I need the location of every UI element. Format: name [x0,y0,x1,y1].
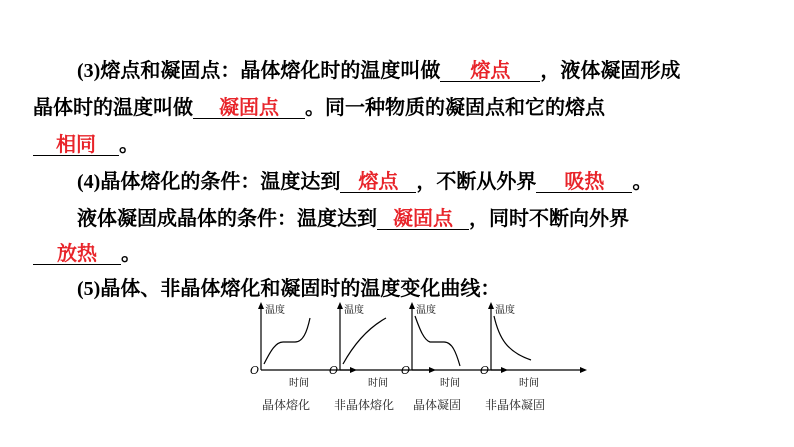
answer-freezing-point: 凝固点 [219,95,279,119]
blank-release-heat [33,240,121,265]
p4-label: (4) [77,171,101,193]
p4-text6: 。 [121,241,141,265]
answer-release-heat: 放热 [57,241,97,265]
p4-text3: 。 [632,169,653,193]
blank-melt-condition [340,168,416,193]
p3-line1 [77,57,680,84]
graph2-xlabel: 时间 [368,378,388,389]
p3-text4: 。同一种物质的凝固点和它的熔点 [305,95,605,119]
curve-crystal-melting [264,318,310,364]
graph4-ylabel: 温度 [495,305,515,316]
graph3-ylabel: 温度 [416,305,436,316]
graph4-xlabel: 时间 [519,378,539,389]
p3-text3: 晶体时的温度叫做 [33,95,193,119]
p4-text4: 液体凝固成晶体的条件：温度达到 [77,206,377,230]
p5-text: 晶体、非晶体熔化和凝固时的温度变化曲线： [100,276,501,300]
graph1-origin: O [250,364,260,377]
graph1-ylabel: 温度 [265,305,285,316]
p3-label: (3) [77,60,101,82]
curve-amorphous-freezing [494,316,531,360]
p4-text1: 晶体熔化的条件：温度达到 [100,169,341,193]
p3-text1: 熔点和凝固点：晶体熔化时的温度叫做 [100,58,441,82]
blank-freeze-condition [377,205,469,230]
curve-crystal-freezing [415,316,460,366]
p3-text2: ，液体凝固形成 [540,58,681,82]
answer-melt-condition: 熔点 [358,169,399,193]
caption-amorphous-melting: 非晶体熔化 [333,398,394,412]
p4-line1 [77,168,652,195]
graph4-origin: O [480,364,490,377]
answer-melting-point: 熔点 [470,58,511,82]
caption-crystal-melting: 晶体熔化 [261,398,310,412]
p4-text5: ，同时不断向外界 [469,206,629,230]
answer-absorb-heat: 吸热 [564,169,605,193]
curve-amorphous-melting [343,318,386,364]
blank-melting-point [440,57,540,82]
p3-line2 [33,94,605,120]
p4-line3 [33,240,141,266]
caption-crystal-freezing: 晶体凝固 [412,398,461,412]
p5-line [77,275,500,302]
graph-amorphous-freezing [477,300,597,408]
graph3-xlabel: 时间 [440,378,460,389]
blank-absorb-heat [536,168,632,193]
answer-freeze-condition: 凝固点 [393,206,453,230]
blank-freezing-point [193,94,305,119]
p3-text5: 。 [119,132,139,156]
graph2-origin: O [329,364,339,377]
graph2-ylabel: 温度 [344,305,364,316]
blank-same [33,131,119,156]
answer-same: 相同 [56,132,96,156]
p3-line3 [33,131,139,157]
caption-amorphous-freezing: 非晶体凝固 [484,398,545,412]
p4-line2 [77,205,629,231]
p5-label: (5) [77,278,101,300]
graph3-origin: O [401,364,411,377]
graph1-xlabel: 时间 [289,378,309,389]
p4-text2: ，不断从外界 [416,169,537,193]
